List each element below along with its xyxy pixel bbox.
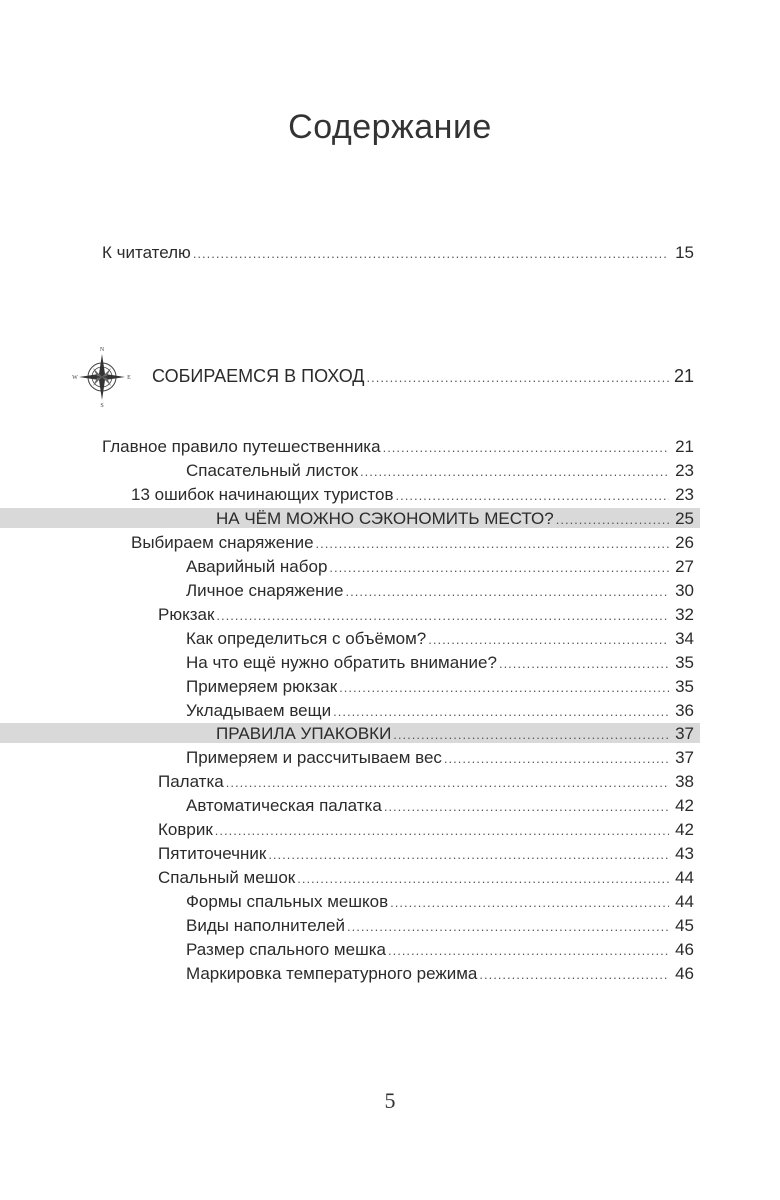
toc-entry-highlighted[interactable]: ПРАВИЛА УПАКОВКИ ..... 37 [216,722,694,746]
page-title: Содержание [288,108,492,146]
toc-entry[interactable]: Как определиться с объёмом? ..... 34 [186,627,694,651]
toc-entry[interactable]: Палатка ..... 38 [158,770,694,794]
toc-entry-section[interactable]: СОБИРАЕМСЯ В ПОХОД ..... 21 [152,364,694,388]
svg-text:N: N [99,347,105,353]
toc-entry[interactable]: Примеряем рюкзак ..... 35 [186,675,694,699]
toc-entry[interactable]: Спасательный листок ..... 23 [186,459,694,483]
toc-entry[interactable]: Автоматическая палатка ..... 42 [186,794,694,818]
toc-entry[interactable]: Виды наполнителей ..... 45 [186,914,694,938]
toc-entry[interactable]: Размер спального мешка ..... 46 [186,938,694,962]
compass-rose-icon [72,344,132,408]
toc-entry-highlighted[interactable]: НА ЧЁМ МОЖНО СЭКОНОМИТЬ МЕСТО? ..... 25 [216,507,694,531]
toc-entry[interactable]: К читателю ..... 15 [102,241,694,265]
toc-entry[interactable]: Выбираем снаряжение ..... 26 [131,531,694,555]
page-number: 5 [384,1088,396,1113]
svg-text:E: E [127,375,131,381]
toc-entry[interactable]: Пятиточечник ..... 43 [158,842,694,866]
toc-entry[interactable]: Аварийный набор ..... 27 [186,555,694,579]
toc-entry[interactable]: 13 ошибок начинающих туристов ..... 23 [131,483,694,507]
toc-entry[interactable]: Рюкзак ..... 32 [158,603,694,627]
svg-text:S: S [100,403,104,408]
toc-entry[interactable]: Личное снаряжение ..... 30 [186,579,694,603]
toc-entry[interactable]: Примеряем и рассчитываем вес ..... 37 [186,746,694,770]
toc-entry[interactable]: Спальный мешок ..... 44 [158,866,694,890]
toc-entry[interactable]: На что ещё нужно обратить внимание? ..... 35 [186,651,694,675]
toc-entry[interactable]: Формы спальных мешков ..... 44 [186,890,694,914]
toc-entry[interactable]: Укладываем вещи ..... 36 [186,699,694,723]
toc-entry[interactable]: Коврик ..... 42 [158,818,694,842]
toc-entry[interactable]: Главное правило путешественника ..... 21 [102,435,694,459]
svg-text:W: W [72,375,78,381]
toc-entry[interactable]: Маркировка температурного режима ..... 46 [186,962,694,986]
